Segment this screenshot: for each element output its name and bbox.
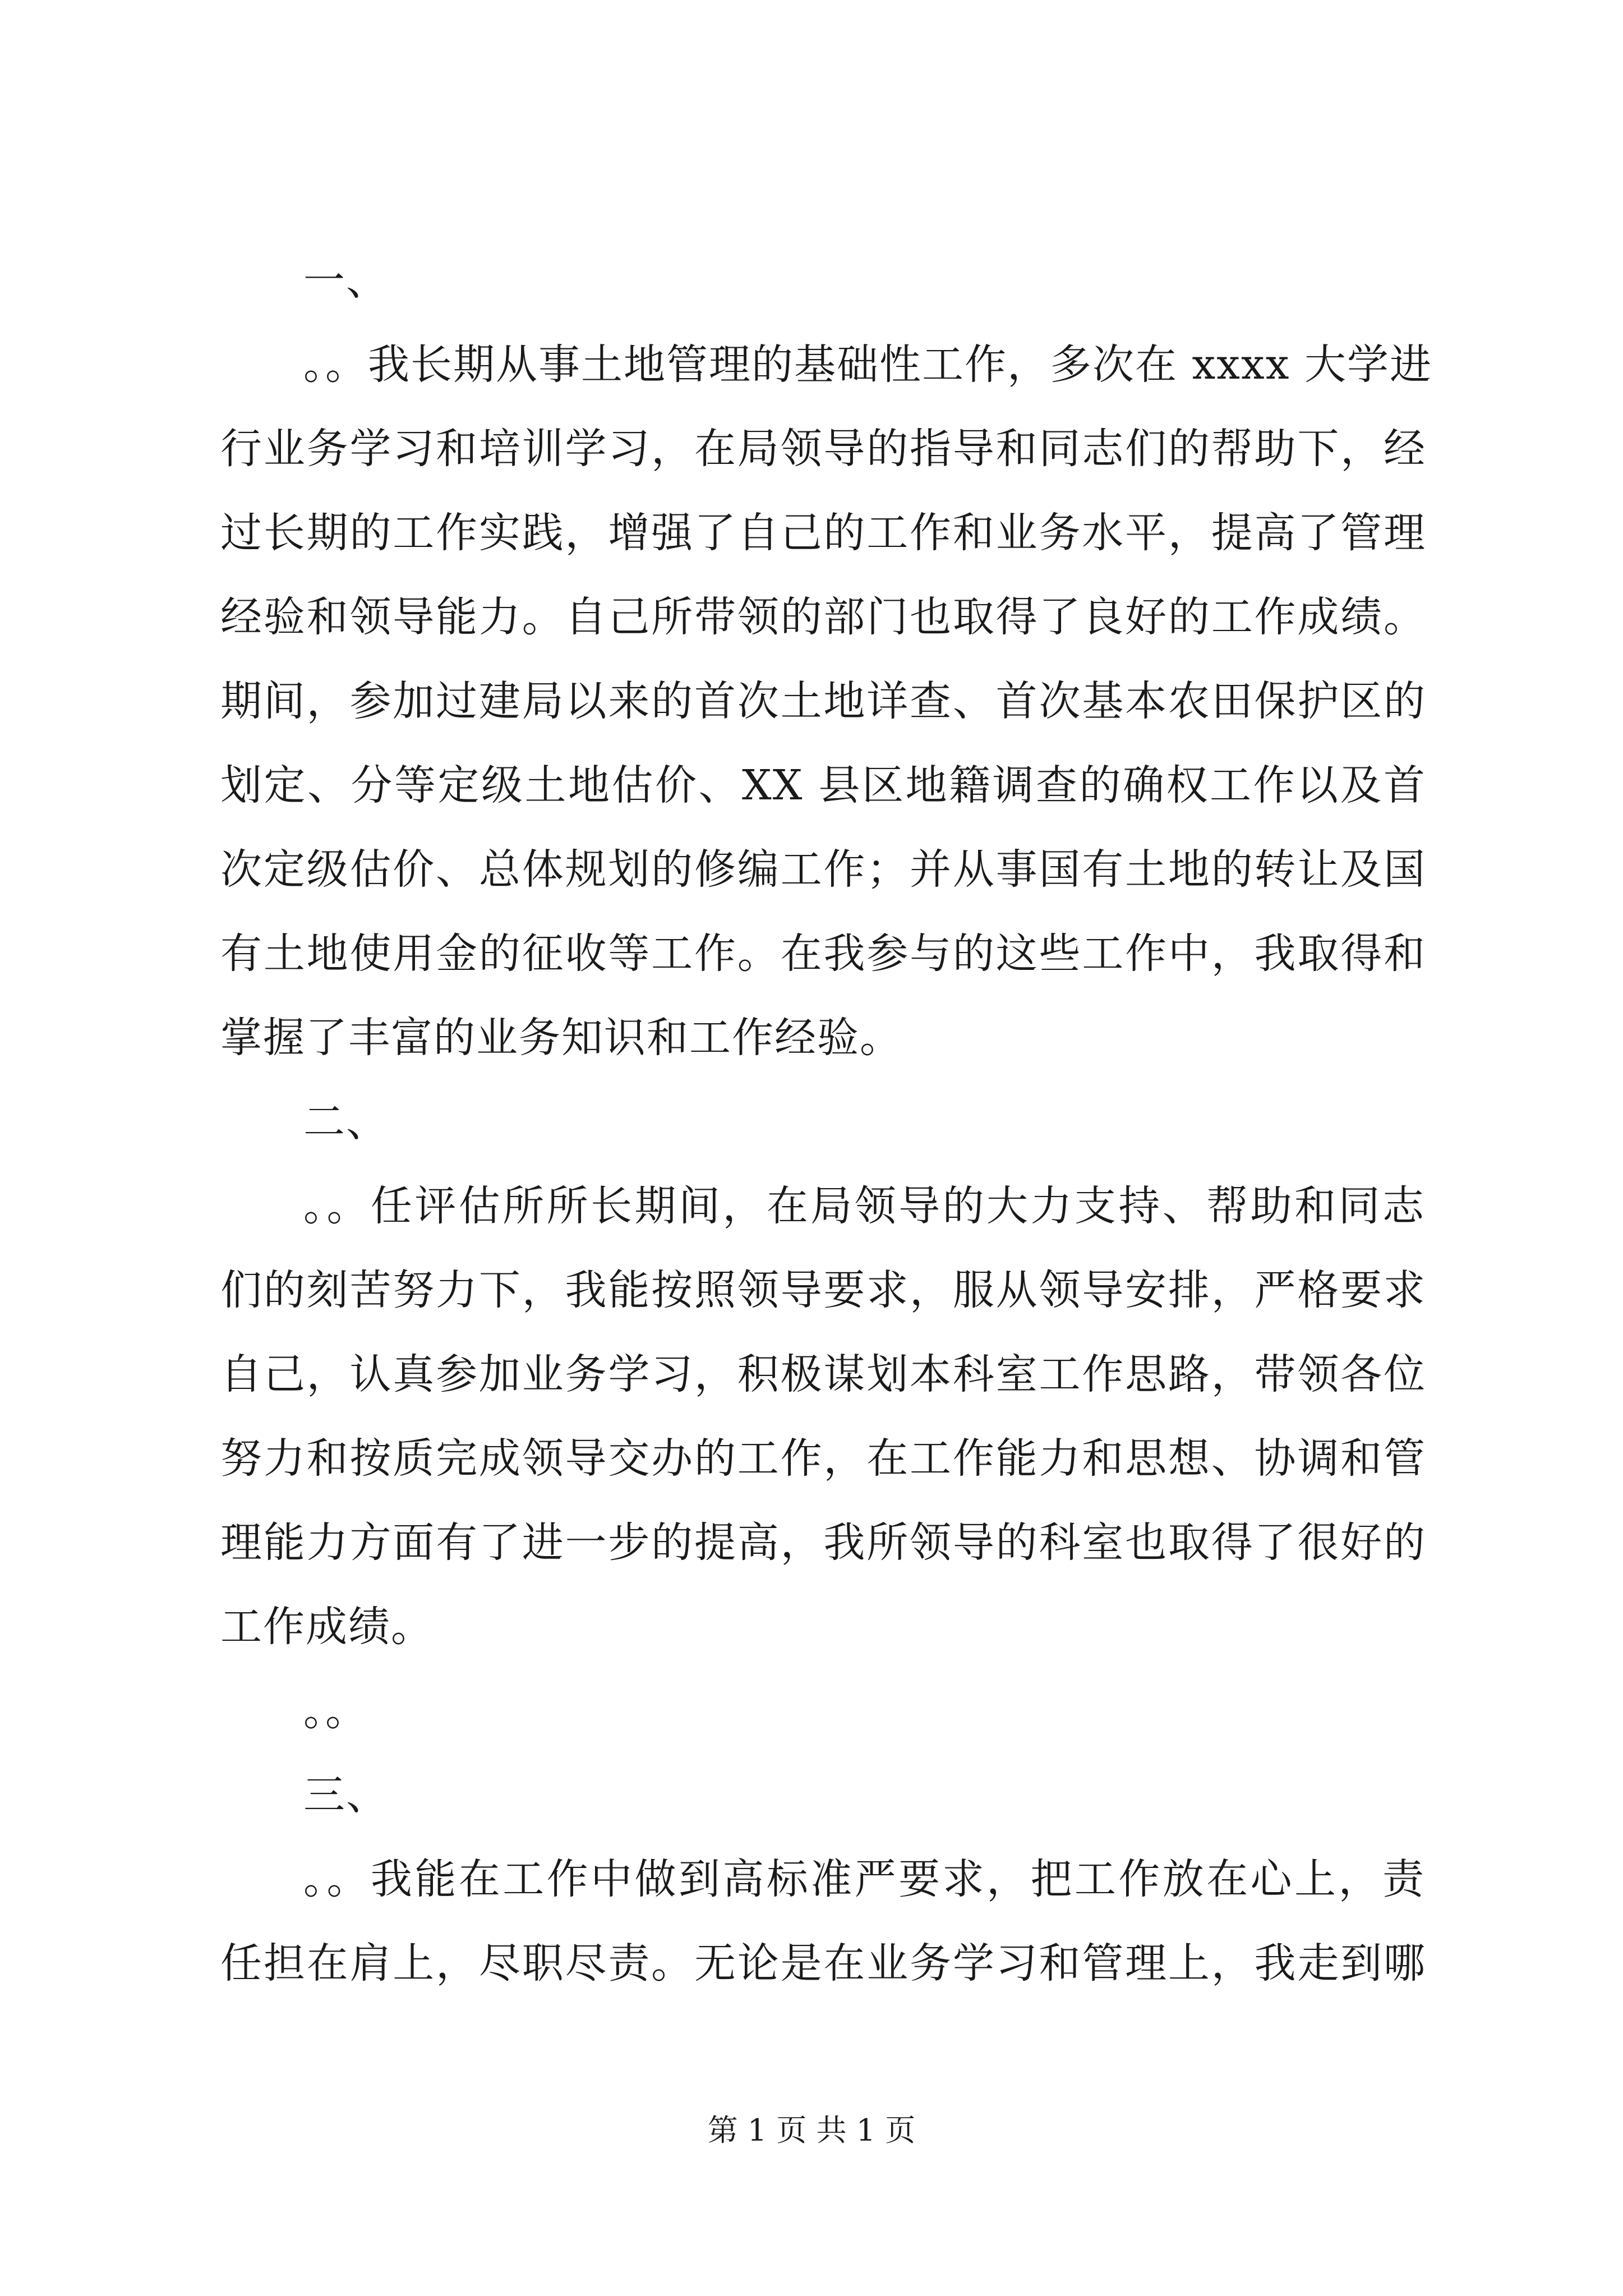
paragraph-line: 期间，参加过建局以来的首次土地详查、首次基本农田保护区的 [220, 677, 1426, 725]
paragraph-line: 有土地使用金的征收等工作。在我参与的这些工作中，我取得和 [220, 930, 1426, 978]
paragraph-line: 划定、分等定级土地估价、XX 县区地籍调查的确权工作以及首 [220, 761, 1426, 809]
section-heading-2: 二、 [303, 1098, 389, 1146]
paragraph-line: 任担在肩上，尽职尽责。无论是在业务学习和管理上，我走到哪 [220, 1939, 1426, 1987]
section-heading-3: 三、 [303, 1771, 389, 1819]
paragraph-line: 过长期的工作实践，增强了自己的工作和业务水平，提高了管理 [220, 509, 1426, 557]
paragraph-line: 。。任评估所所长期间，在局领导的大力支持、帮助和同志 [303, 1182, 1425, 1230]
paragraph-line: 掌握了丰富的业务知识和工作经验。 [220, 1014, 902, 1062]
paragraph-line: 。。 [303, 1687, 368, 1735]
paragraph-line: 们的刻苦努力下，我能按照领导要求，服从领导安排，严格要求 [220, 1266, 1426, 1314]
page-number-footer: 第 1 页 共 1 页 [707, 2113, 916, 2148]
paragraph-line: 经验和领导能力。自己所带领的部门也取得了良好的工作成绩。 [220, 593, 1426, 641]
paragraph-line: 。。我能在工作中做到高标准严要求，把工作放在心上，责 [303, 1855, 1425, 1903]
section-heading-1: 一、 [303, 256, 389, 305]
paragraph-line: 行业务学习和培训学习，在局领导的指导和同志们的帮助下，经 [220, 425, 1426, 473]
paragraph-line: 次定级估价、总体规划的修编工作；并从事国有土地的转让及国 [220, 845, 1426, 894]
paragraph-line: 自己，认真参加业务学习，积极谋划本科室工作思路，带领各位 [220, 1350, 1426, 1398]
paragraph-line: 工作成绩。 [220, 1603, 434, 1651]
paragraph-line: 。。我长期从事土地管理的基础性工作，多次在 xxxx 大学进 [303, 341, 1432, 389]
paragraph-line: 努力和按质完成领导交办的工作，在工作能力和思想、协调和管 [220, 1434, 1426, 1483]
paragraph-line: 理能力方面有了进一步的提高，我所领导的科室也取得了很好的 [220, 1519, 1426, 1567]
